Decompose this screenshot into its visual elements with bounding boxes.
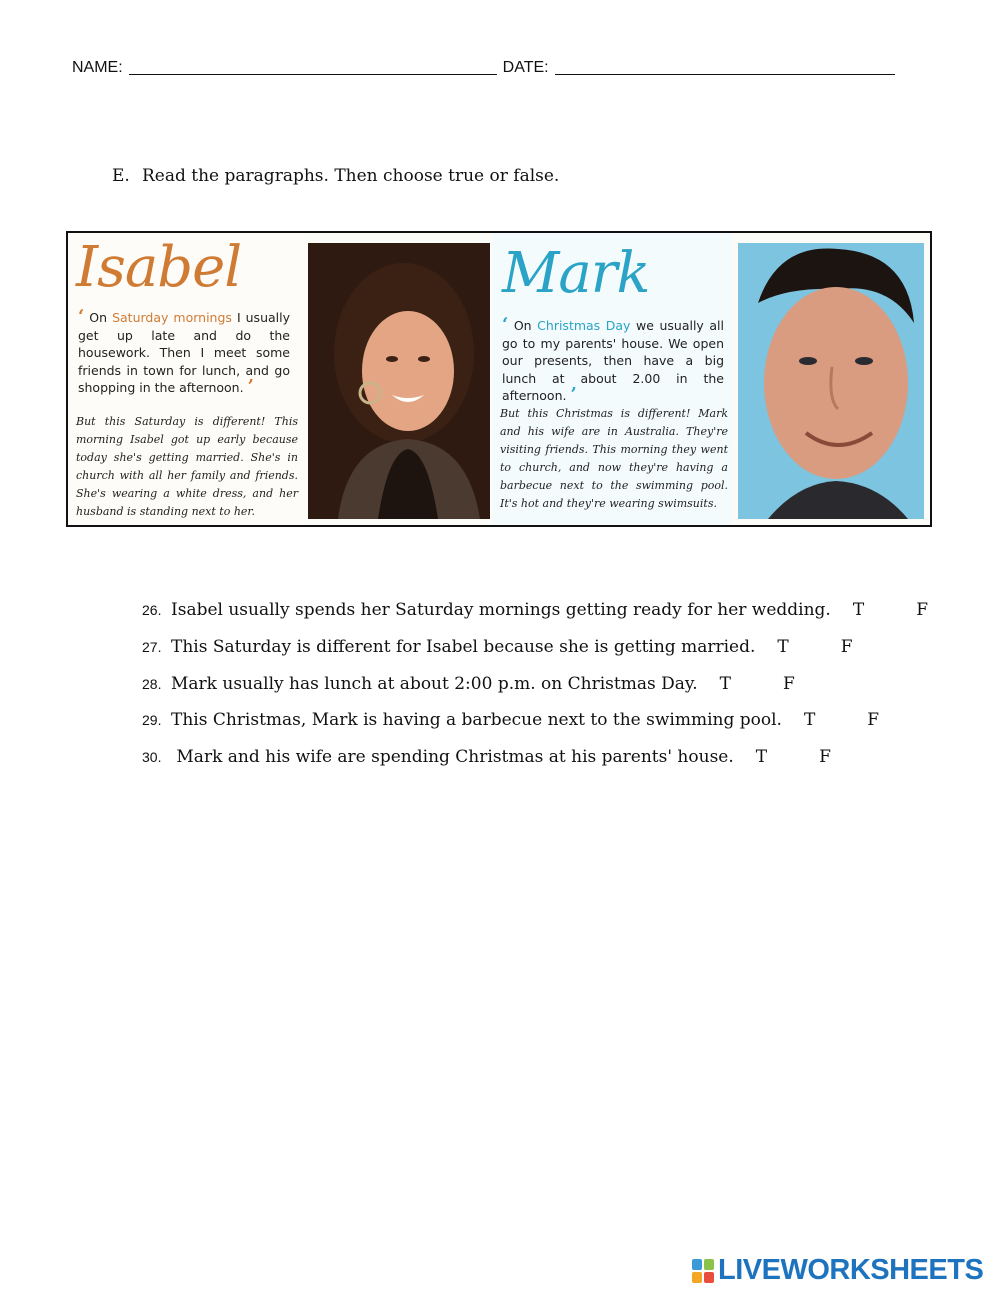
close-quote-icon: ’ [570, 384, 577, 405]
true-false-questions [142, 592, 932, 775]
date-label: DATE: [502, 59, 549, 76]
question-number: 30. [142, 749, 162, 766]
man-portrait-icon [738, 243, 924, 519]
isabel-quote [78, 306, 290, 397]
mark-quote-pre: On [513, 318, 538, 333]
mark-body: But this Christmas is different! Mark and his wife are in Australia. They're visiting friends. This morning they went to church, and now they're having a barbecue next to the swimming pool. It's hot and they're wearing swimsuits. [500, 407, 728, 510]
question-text: Mark usually has lunch at about 2:00 p.m. on Christmas Day. [171, 673, 698, 694]
question-row [142, 665, 932, 702]
false-option[interactable]: F [867, 710, 880, 731]
mark-title: Mark [502, 241, 650, 306]
mark-quote [502, 314, 724, 405]
mark-quote-post: we usually all go to my parents' house. We open our presents, then have a big lunch at about 2.00 in the afternoon. [502, 318, 724, 403]
isabel-photo [308, 243, 490, 519]
woman-portrait-icon [308, 243, 490, 519]
isabel-quote-pre: On [89, 310, 113, 325]
brand-name: LIVEWORKSHEETS [718, 1254, 984, 1286]
question-row [142, 739, 932, 776]
question-text: Mark and his wife are spending Christmas at his parents' house. [171, 747, 734, 768]
isabel-body: But this Saturday is different! This morning Isabel got up early because today she's getting married. She's in church with all her family and friends. She's wearing a white dress, and her husband is standing next to her. [76, 415, 298, 518]
question-row [142, 702, 932, 739]
mark-quote-highlight: Christmas Day [537, 318, 631, 333]
false-option[interactable]: F [916, 600, 928, 621]
question-text: This Saturday is different for Isabel because she is getting married. [171, 637, 756, 658]
mark-photo [738, 243, 924, 519]
name-field[interactable] [129, 58, 497, 75]
date-field[interactable] [555, 58, 895, 75]
false-option[interactable]: F [819, 747, 831, 768]
false-option[interactable]: F [840, 637, 853, 658]
open-quote-icon: ‘ [78, 306, 85, 327]
question-number: 27. [142, 639, 162, 656]
question-number: 26. [142, 602, 162, 619]
liveworksheets-logo [692, 1254, 983, 1287]
true-option[interactable]: T [777, 637, 789, 658]
true-option[interactable]: T [803, 710, 816, 731]
question-number: 29. [142, 712, 162, 729]
question-text: Isabel usually spends her Saturday mornings getting ready for her wedding. [171, 600, 831, 621]
open-quote-icon: ‘ [502, 314, 509, 335]
true-option[interactable]: T [852, 600, 865, 621]
name-label: NAME: [72, 59, 123, 76]
question-row [142, 592, 932, 629]
isabel-quote-post: I usually get up late and do the housework. Then I meet some friends in town for lunch, and go shopping in the afternoon. [78, 310, 290, 395]
instruction-text: Read the paragraphs. Then choose true or false. [142, 166, 560, 186]
question-number: 28. [142, 675, 162, 692]
isabel-title: Isabel [76, 235, 242, 300]
isabel-quote-highlight: Saturday mornings [112, 310, 232, 325]
question-row [142, 629, 932, 666]
isabel-story [68, 233, 306, 525]
false-option[interactable]: F [782, 673, 795, 694]
close-quote-icon: ’ [247, 376, 254, 397]
true-option[interactable]: T [719, 673, 731, 694]
instruction [112, 166, 559, 186]
name-date-header [72, 58, 952, 77]
mark-story [492, 233, 732, 525]
question-text: This Christmas, Mark is having a barbecue next to the swimming pool. [171, 710, 782, 731]
true-option[interactable]: T [755, 747, 768, 768]
reading-panel [66, 231, 932, 527]
instruction-letter: E. [112, 166, 130, 186]
liveworksheets-logo-icon [692, 1259, 714, 1283]
